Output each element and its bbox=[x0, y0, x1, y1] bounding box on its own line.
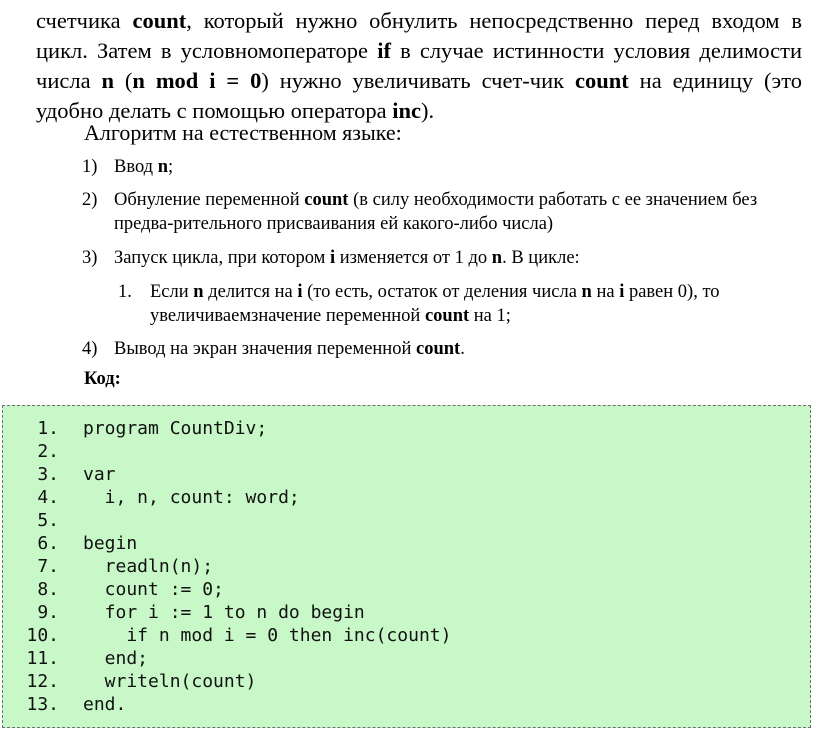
keyword-term: i bbox=[330, 248, 336, 268]
step-text bbox=[114, 155, 804, 179]
code-text: i, n, count: word; bbox=[83, 487, 300, 508]
text-run: изменяется от 1 до bbox=[335, 248, 492, 268]
intro-keyword: count bbox=[132, 8, 187, 33]
line-number: 11. bbox=[26, 648, 59, 669]
text-run: ; bbox=[168, 157, 174, 177]
text-run: равен 0), то увеличиваемзначение переменной bbox=[150, 282, 720, 326]
text-run: (в силу необходимости работать с ее значением без предва-рительного присваивания ей какого-либо числа) bbox=[114, 190, 758, 234]
line-number: 7. bbox=[37, 556, 59, 577]
line-number: 9. bbox=[37, 602, 59, 623]
substep-text bbox=[150, 280, 800, 328]
line-number: 12. bbox=[26, 671, 59, 692]
code-text: var bbox=[83, 464, 116, 485]
keyword-term: i bbox=[297, 282, 303, 302]
text-run: Вывод на экран значения переменной bbox=[114, 339, 416, 359]
text-run: Обнуление переменной bbox=[114, 190, 305, 210]
step-number: 3) bbox=[82, 248, 98, 268]
intro-keyword: n mod i = 0 bbox=[132, 68, 262, 93]
code-text: end. bbox=[83, 694, 127, 715]
intro-text: ) нужно увеличивать счет-чик bbox=[261, 68, 575, 93]
intro-text: ( bbox=[113, 68, 133, 93]
line-number: 3. bbox=[37, 464, 59, 485]
code-listing bbox=[2, 405, 811, 728]
step-text bbox=[114, 337, 804, 361]
algorithm-heading: Алгоритм на естественном языке: bbox=[84, 120, 402, 145]
text-run: . В цикле: bbox=[502, 248, 580, 268]
intro-keyword: n bbox=[101, 68, 114, 93]
keyword-term: count bbox=[415, 339, 461, 359]
line-number: 1. bbox=[37, 418, 59, 439]
text-run: . bbox=[460, 339, 465, 359]
step-number: 4) bbox=[82, 339, 98, 359]
intro-keyword: inc bbox=[392, 98, 422, 123]
line-number: 4. bbox=[37, 487, 59, 508]
keyword-term: n bbox=[491, 248, 503, 268]
substep-number: 1. bbox=[118, 282, 132, 302]
line-number: 10. bbox=[26, 625, 59, 646]
intro-text: ). bbox=[421, 98, 435, 123]
code-label: Код: bbox=[84, 369, 121, 389]
code-text: readln(n); bbox=[83, 556, 214, 577]
keyword-term: count bbox=[304, 190, 349, 210]
code-text: count := 0; bbox=[83, 579, 224, 600]
step-number: 1) bbox=[82, 157, 98, 177]
code-text: if n mod i = 0 then inc(count) bbox=[83, 625, 452, 646]
keyword-term: count bbox=[424, 306, 470, 326]
code-text: writeln(count) bbox=[83, 671, 257, 692]
text-run: Если bbox=[150, 282, 194, 302]
keyword-term: n bbox=[193, 282, 204, 302]
keyword-term: n bbox=[157, 157, 168, 177]
text-run: на bbox=[591, 282, 620, 302]
text-run: Запуск цикла, при котором bbox=[114, 248, 330, 268]
code-text: begin bbox=[83, 533, 138, 554]
line-number: 2. bbox=[37, 441, 59, 462]
line-number: 6. bbox=[37, 533, 59, 554]
code-text: end; bbox=[83, 648, 149, 669]
intro-text: в случае истинности условия делимости числа bbox=[36, 38, 803, 93]
keyword-term: n bbox=[581, 282, 592, 302]
text-run: (то есть, остаток от деления числа bbox=[302, 282, 582, 302]
line-number: 8. bbox=[37, 579, 59, 600]
step-number: 2) bbox=[82, 190, 98, 210]
step-text bbox=[114, 188, 804, 236]
line-number: 13. bbox=[26, 694, 59, 715]
intro-keyword: count bbox=[574, 68, 629, 93]
step-text bbox=[114, 246, 804, 270]
text-run: делится на bbox=[203, 282, 298, 302]
intro-paragraph bbox=[36, 6, 802, 126]
keyword-term: i bbox=[619, 282, 625, 302]
text-run: на 1; bbox=[469, 306, 511, 326]
intro-text: , который нужно обнулить непосредственно перед входом в цикл. Затем в условномоператоре bbox=[36, 8, 802, 63]
intro-text: счетчика bbox=[36, 8, 133, 33]
line-number: 5. bbox=[37, 510, 59, 531]
intro-keyword: if bbox=[377, 38, 391, 63]
code-text: program CountDiv; bbox=[83, 418, 268, 439]
code-text: for i := 1 to n do begin bbox=[83, 602, 365, 623]
intro-text: на единицу (это удобно делать с помощью оператора bbox=[36, 68, 802, 123]
text-run: Ввод bbox=[114, 157, 158, 177]
